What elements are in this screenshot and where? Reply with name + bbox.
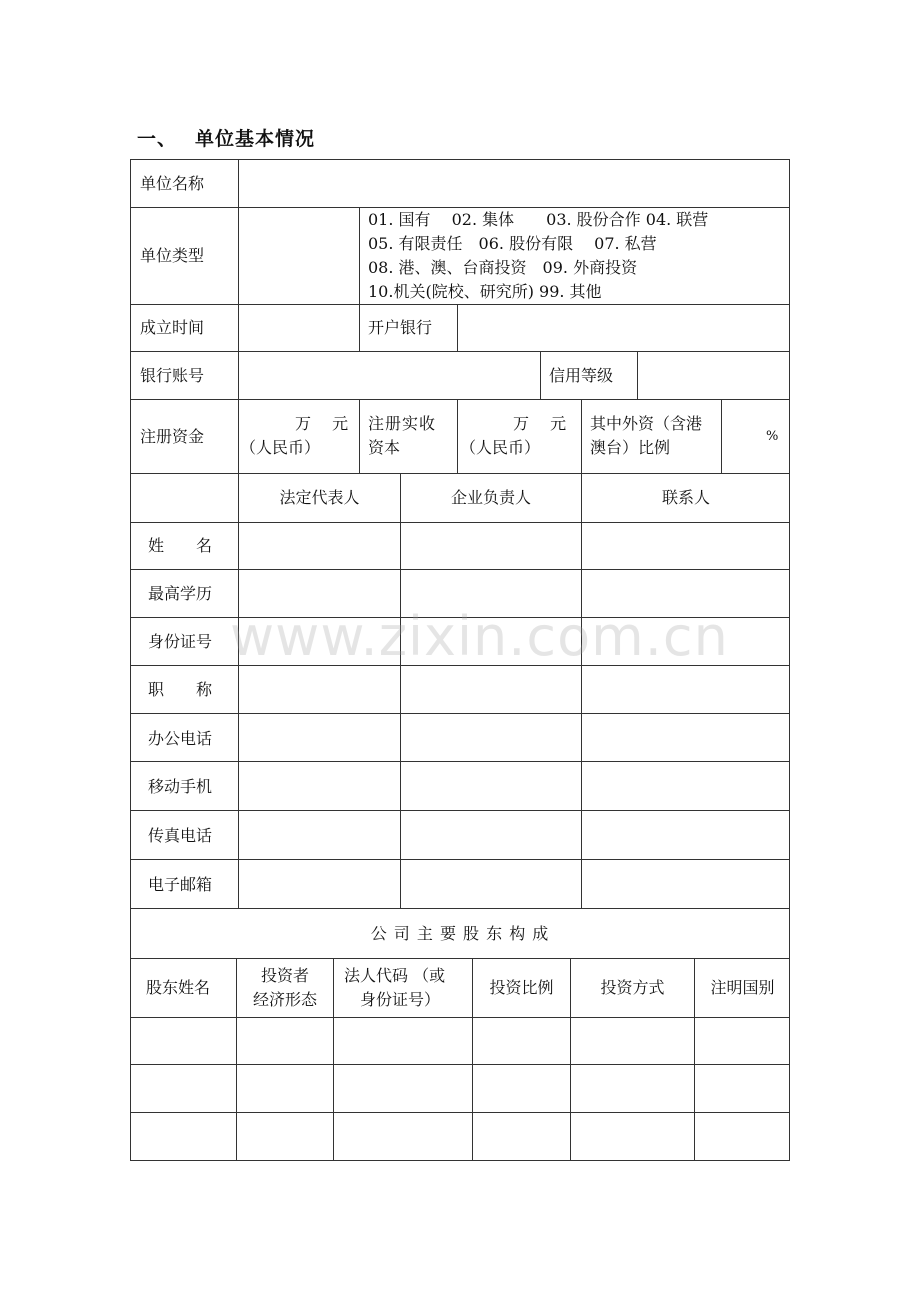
paid-capital-label-2: 资本 [368,438,401,457]
foreign-ratio-field[interactable] [723,401,763,472]
paid-capital-currency: （人民币） [460,438,541,457]
capital-label: 注册资金 [140,427,205,446]
unit-type-field[interactable] [240,209,358,303]
unit-type-label: 单位类型 [140,246,205,265]
sh-col-country: 注明国别 [710,978,775,997]
row-fax-label: 传真电话 [148,826,213,845]
capital-unit: 万 元 [295,414,349,433]
row-name-label: 姓 名 [148,536,213,555]
unit-type-option-line: 08. 港、澳、台商投资 09. 外商投资 [368,258,638,277]
row-mobile-label: 移动手机 [148,777,213,796]
credit-field[interactable] [639,353,788,398]
account-label: 银行账号 [140,366,205,385]
sh-col-code: 法人代码 （或 [344,966,446,985]
founded-label: 成立时间 [140,318,205,337]
section-title: 单位基本情况 [195,128,316,150]
row-email-label: 电子邮箱 [148,875,213,894]
row-id-label: 身份证号 [148,632,213,651]
percent-sign: % [766,429,779,444]
unit-name-label: 单位名称 [140,174,205,193]
paid-capital-unit: 万 元 [513,414,567,433]
sh-col-code-2: 身份证号） [360,990,441,1009]
bank-label: 开户银行 [368,318,433,337]
sh-col-name: 股东姓名 [146,978,211,997]
section-number: 一、 [137,128,178,150]
watermark: www.zixin.com.cn [230,605,729,668]
shareholders-title: 公 司 主 要 股 东 构 成 [370,924,550,943]
paid-capital-label: 注册实收 [368,414,437,433]
foreign-ratio-label-2: 澳台）比例 [590,438,671,457]
unit-type-option-line: 10.机关(院校、研究所) 99. 其他 [368,282,602,301]
founded-field[interactable] [240,306,358,350]
sh-col-form-2: 经济形态 [252,990,317,1009]
account-field[interactable] [240,353,539,398]
row-office-phone-label: 办公电话 [148,729,213,748]
col-legal-rep: 法定代表人 [279,488,360,507]
sh-col-ratio: 投资比例 [489,978,554,997]
unit-type-option-line: 05. 有限责任 06. 股份有限 07. 私营 [368,234,657,253]
credit-label: 信用等级 [549,366,614,385]
sh-col-form: 投资者 [260,966,309,985]
col-contact: 联系人 [661,488,710,507]
bank-field[interactable] [459,306,788,350]
foreign-ratio-label: 其中外资（含港 [590,414,703,433]
sh-col-method: 投资方式 [600,978,665,997]
unit-type-option-line: 01. 国有 02. 集体 03. 股份合作 04. 联营 [368,210,709,229]
capital-currency: （人民币） [240,438,321,457]
unit-name-field[interactable] [240,161,788,206]
row-education-label: 最高学历 [148,584,213,603]
col-manager: 企业负责人 [450,488,531,507]
section-heading [137,124,315,151]
row-title-label: 职 称 [148,680,213,699]
